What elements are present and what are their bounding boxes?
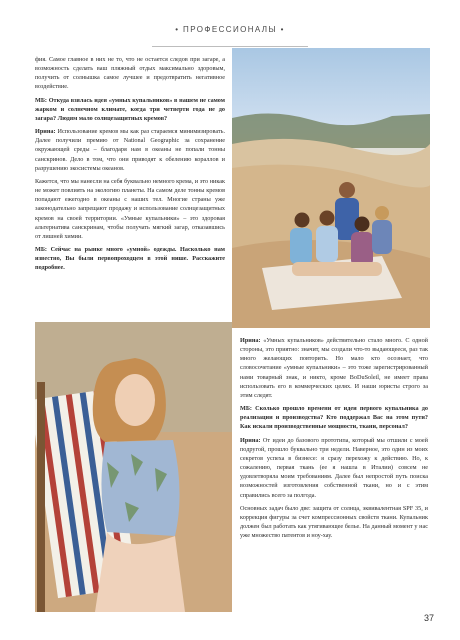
paragraph: Основных задач было две: защита от солнца, эквивалентная SPF 35, и коррекция фигуры за счет компрессионных свойств ткани. Купальник должен был работать как утягивающее белье. На данный момент у нас уже множество патентов и ноу-хау. (240, 504, 428, 540)
page-number: 37 (423, 613, 434, 623)
interview-question: МБ: Сколько прошло времени от идеи первого купальника до реализации и производства? Кто поддержал Вас на этом пути? Как искали производственные мощности, ткани, персонал? (240, 405, 428, 431)
left-text-column (35, 55, 225, 276)
interview-question: МБ: Откуда взялась идея «умных купальников» в нашем не самом жарком и солнечном климате, когда три четверти года не до загара? Людям мало солнцезащитных кремов? (35, 96, 225, 122)
header-rule (152, 46, 308, 47)
photo-woman-in-beach-chair (35, 322, 232, 612)
answer-text: «Умных купальников» действительно стало много. С одной стороны, это приятно: значит, мы создали что-то выдающееся, раз так много желающих повторить. Но мало кто осознает, что словосочетание «умные купальники» – это тоже зарегистрированный нами товарный знак, и никто, кроме BoDuSoleil, не имеет права использовать его в коммерческих целях. И наши юристы строго за этим следят. (240, 337, 428, 399)
paragraph: Кажется, что мы нанесли на себя буквально немного крема, и это никак не может повлиять на экологию планеты. На самом деле тонны кремов попадают ежегодно в океаны с наших тел. Многие страны уже законодательно запрещают продажу и использование солнцезащитных кремов на своей территории. «Умные купальники» – это здоровая альтернатива санскринам, чтобы получать мягкий загар, отказавшись от лишней химии. (35, 177, 225, 240)
photo-group-on-dunes (232, 48, 430, 328)
interview-question: МБ: Сейчас на рынке много «умной» одежды. Насколько нам известно, Вы были первопроходцем в этой нише. Расскажите подробнее. (35, 245, 225, 272)
dunes-scene-icon (232, 48, 430, 328)
beach-chair-scene-icon (35, 322, 232, 612)
right-text-column (240, 336, 428, 544)
interview-answer (240, 436, 428, 500)
speaker-label: Ирина: (240, 436, 261, 444)
answer-text: От идеи до базового прототипа, который мы отшили с моей подругой, прошло буквально три недели. Наверное, это один из моих секретов успеха в бизнесе: я сразу перехожу к действию. Но, к сожалению, первая ткань (ее я нашла в Италии) совсем не удовлетворяла моим требованиям. Далее был непростой путь поиска возможностей изготовления собственной ткани, но и с этим справились всего за полгода. (240, 436, 428, 499)
section-header: • ПРОФЕССИОНАЛЫ • (175, 25, 285, 34)
interview-answer (35, 127, 225, 173)
answer-text: Использование кремов мы как раз стараемся минимизировать. Далее получили премию от National Geographic за сохранение окружающей среды – благодаря нам в океаны не попали тонны санскринов. Дело в том, что они приводят к обелению кораллов и разрушению экосистемы океанов. (35, 128, 225, 172)
paragraph: фия. Самое главное в них не то, что не остается следов при загаре, а возможность сделать ваш пляжный отдых максимально здоровым, получить от солнышка самое лучшее и предотвратить негативное воздействие. (35, 56, 225, 91)
speaker-label: Ирина: (240, 337, 261, 344)
interview-answer (240, 336, 428, 400)
speaker-label: Ирина: (35, 128, 56, 136)
